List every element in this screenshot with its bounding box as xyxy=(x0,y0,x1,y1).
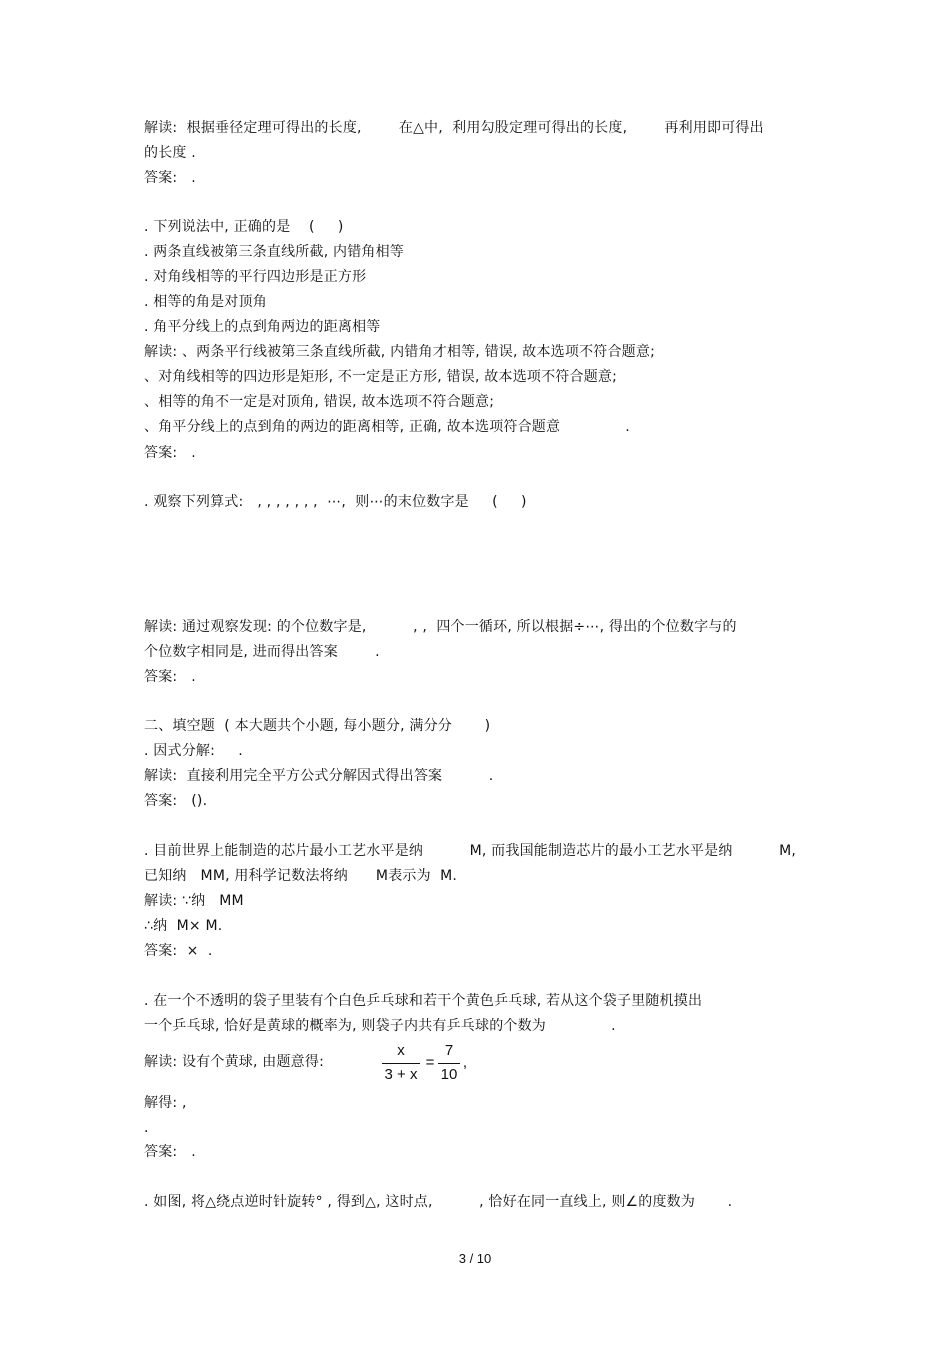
question-text: . 下列说法中, 正确的是 ( ) xyxy=(144,219,344,235)
question-text: . 如图, 将△绕点逆时针旋转° , 得到△, 这时点, , 恰好在同一直线上, 则∠的度数为 . xyxy=(144,1194,733,1210)
fraction-denominator: 10 xyxy=(440,1066,458,1083)
text-line: 解读: 设有个黄球, 由题意得: xyxy=(144,1054,324,1070)
option-text: . 角平分线上的点到角两边的距离相等 xyxy=(144,319,381,335)
text-line: 、对角线相等的四边形是矩形, 不一定是正方形, 错误, 故本选项不符合题意; xyxy=(144,369,618,385)
fraction-numerator: 7 xyxy=(444,1042,454,1059)
text-line: . xyxy=(144,1120,149,1136)
fraction-denominator: 3 + x xyxy=(384,1066,418,1083)
question-text: . 目前世界上能制造的芯片最小工艺水平是纳 M, 而我国能制造芯片的最小工艺水平是纳 M, xyxy=(144,843,797,859)
section-heading: 二、填空题 ( 本大题共个小题, 每小题分, 满分分 ) xyxy=(144,718,491,734)
fraction-comma: , xyxy=(462,1054,468,1071)
fraction-bar xyxy=(382,1063,420,1064)
option-text: . 对角线相等的平行四边形是正方形 xyxy=(144,269,367,285)
fraction-equation xyxy=(380,1040,480,1090)
option-text: . 相等的角是对顶角 xyxy=(144,294,267,310)
text-line: 解得: , xyxy=(144,1095,187,1111)
page-number: 3 / 10 xyxy=(458,1251,492,1266)
text-line: 的长度 . xyxy=(144,145,196,161)
question-text: 一个乒乓球, 恰好是黄球的概率为, 则袋子内共有乒乓球的个数为 . xyxy=(144,1018,616,1034)
text-line: 、相等的角不一定是对顶角, 错误, 故本选项不符合题意; xyxy=(144,394,495,410)
equals-sign: = xyxy=(425,1054,435,1071)
option-text: . 两条直线被第三条直线所截, 内错角相等 xyxy=(144,244,404,260)
text-line: 解读: ∵纳 MM xyxy=(144,893,244,909)
text-line: 答案: . xyxy=(144,669,196,685)
fraction-numerator: x xyxy=(397,1042,405,1059)
fraction-bar xyxy=(438,1063,460,1064)
text-line: 解读: 、两条平行线被第三条直线所截, 内错角才相等, 错误, 故本选项不符合题意; xyxy=(144,344,655,360)
text-line: 解读: 根据垂径定理可得出的长度, 在△中, 利用勾股定理可得出的长度, 再利用即可得出 xyxy=(144,120,764,136)
question-text: . 因式分解: . xyxy=(144,743,243,759)
text-line: 个位数字相同是, 进而得出答案 . xyxy=(144,644,380,660)
text-line: 答案: . xyxy=(144,445,196,461)
text-line: 解读: 通过观察发现: 的个位数字是, , , 四个一循环, 所以根据÷⋯, 得出的个位数字与的 xyxy=(144,619,737,635)
question-text: . 观察下列算式: , , , , , , , ⋯, 则⋯的末位数字是 ( ) xyxy=(144,494,527,510)
text-line: 答案: . xyxy=(144,170,196,186)
text-line: 已知纳 MM, 用科学记数法将纳 M表示为 M. xyxy=(144,868,458,884)
text-line: 解读: 直接利用完全平方公式分解因式得出答案 . xyxy=(144,768,494,784)
text-line: 、角平分线上的点到角的两边的距离相等, 正确, 故本选项符合题意 . xyxy=(144,419,630,435)
text-line: 答案: (). xyxy=(144,793,208,809)
text-line: 答案: . xyxy=(144,1144,196,1160)
text-line: 答案: × . xyxy=(144,943,213,959)
question-text: . 在一个不透明的袋子里装有个白色乒乓球和若干个黄色乒乓球, 若从这个袋子里随机摸出 xyxy=(144,993,703,1009)
text-line: ∴纳 M× M. xyxy=(144,918,223,934)
